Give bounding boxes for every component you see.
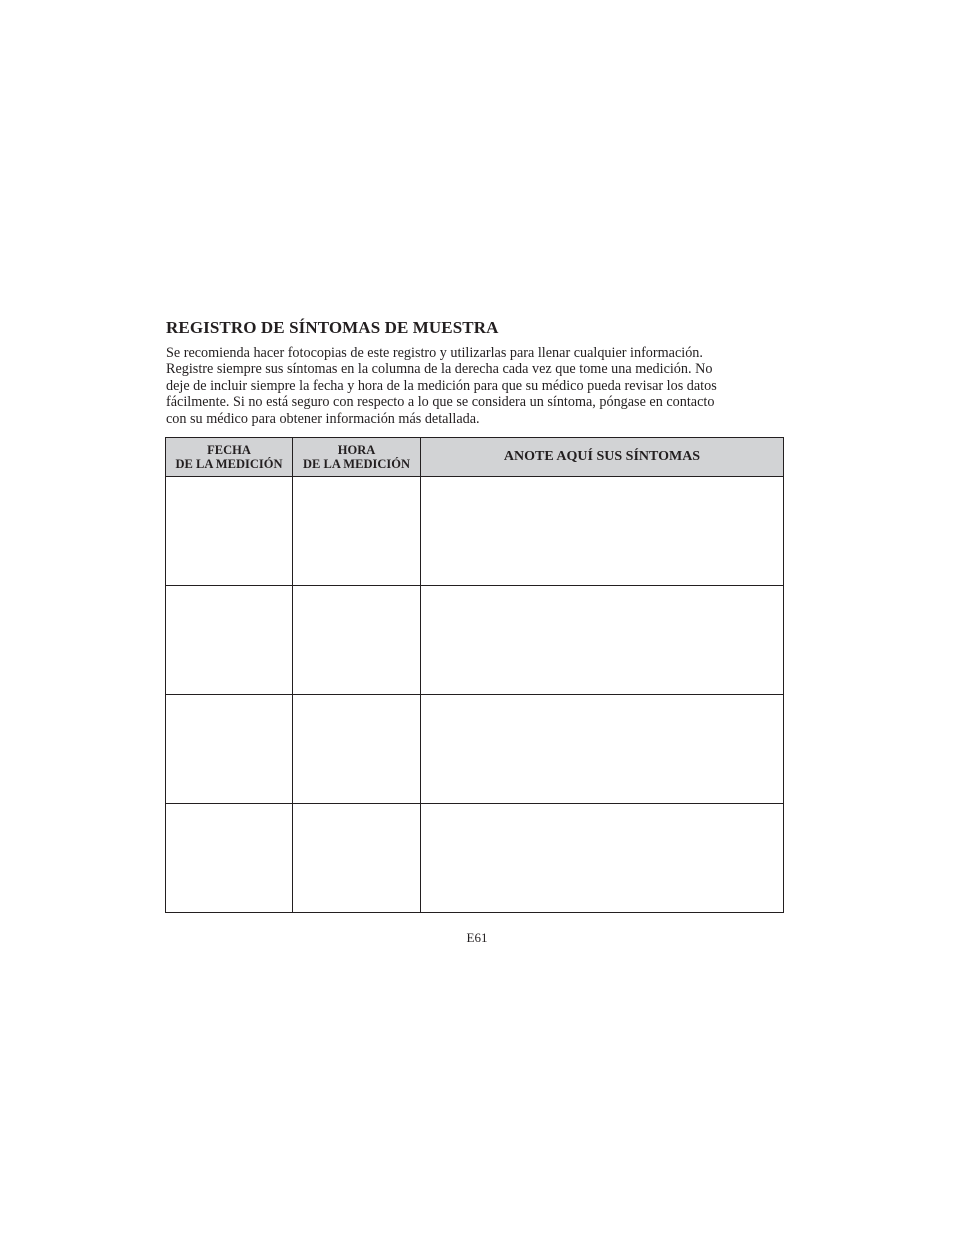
symptoms-cell[interactable]: [421, 804, 784, 913]
header-symptoms: ANOTE AQUÍ SUS SÍNTOMAS: [421, 438, 784, 477]
intro-line: fácilmente. Si no está seguro con respecto a lo que se considera un síntoma, póngase en contacto: [166, 394, 715, 411]
header-label: FECHA: [207, 443, 251, 457]
symptoms-cell[interactable]: [421, 695, 784, 804]
table-row: [166, 804, 784, 913]
symptom-log-table: [165, 437, 784, 913]
date-cell[interactable]: [166, 586, 293, 695]
header-label: DE LA MEDICIÓN: [175, 457, 283, 471]
intro-line: con su médico para obtener información más detallada.: [166, 410, 480, 427]
header-measurement-date: [166, 438, 293, 477]
time-cell[interactable]: [293, 804, 421, 913]
time-cell[interactable]: [293, 477, 421, 586]
page-number: E61: [466, 930, 488, 945]
table-row: [166, 695, 784, 804]
time-cell[interactable]: [293, 586, 421, 695]
symptoms-cell[interactable]: [421, 586, 784, 695]
date-cell[interactable]: [166, 695, 293, 804]
page-title: REGISTRO DE SÍNTOMAS DE MUESTRA: [166, 318, 499, 337]
table-header-row: [166, 438, 784, 477]
table-row: [166, 477, 784, 586]
header-label: DE LA MEDICIÓN: [303, 457, 410, 471]
table-row: [166, 586, 784, 695]
header-measurement-time: [293, 438, 421, 477]
intro-line: deje de incluir siempre la fecha y hora de la medición para que su médico pueda revisar los datos: [166, 377, 717, 394]
date-cell[interactable]: [166, 477, 293, 586]
header-label: HORA: [337, 443, 376, 457]
intro-line: Registre siempre sus síntomas en la columna de la derecha cada vez que tome una medición. No: [166, 361, 713, 378]
symptoms-cell[interactable]: [421, 477, 784, 586]
intro-line: Se recomienda hacer fotocopias de este registro y utilizarlas para llenar cualquier información.: [166, 345, 703, 361]
intro-paragraph: [166, 345, 786, 427]
date-cell[interactable]: [166, 804, 293, 913]
time-cell[interactable]: [293, 695, 421, 804]
